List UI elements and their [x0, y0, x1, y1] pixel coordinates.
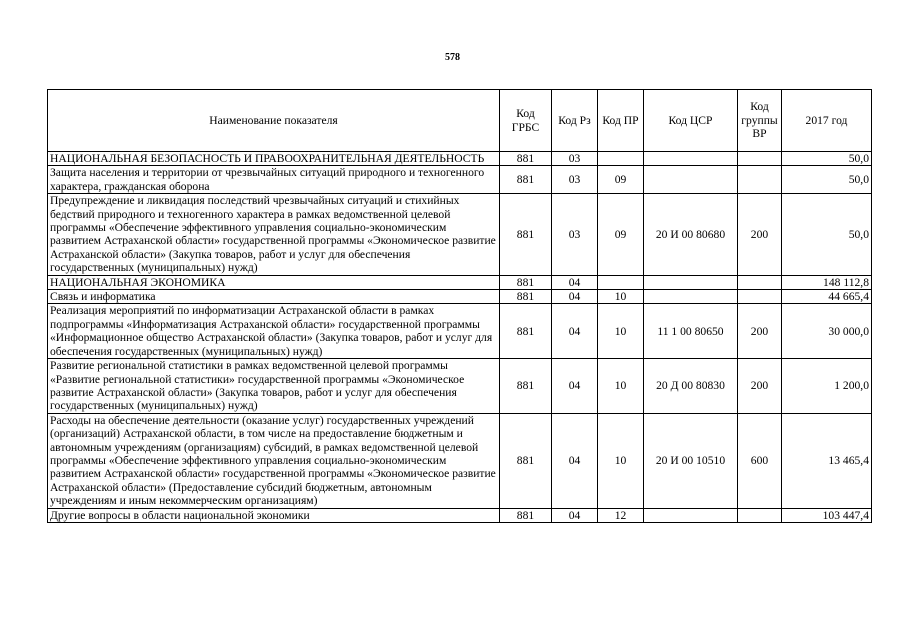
budget-table — [47, 89, 872, 523]
cell-vr: 200 — [738, 359, 782, 414]
cell-rz: 04 — [552, 413, 598, 508]
table-row — [48, 166, 872, 194]
header-year: 2017 год — [782, 90, 872, 152]
cell-grbs: 881 — [500, 304, 552, 359]
cell-pr: 10 — [598, 290, 644, 304]
cell-name: Связь и информатика — [48, 290, 500, 304]
header-csr: Код ЦСР — [644, 90, 738, 152]
cell-rz: 03 — [552, 152, 598, 166]
cell-name: Другие вопросы в области национальной экономики — [48, 508, 500, 522]
table-body — [48, 152, 872, 523]
cell-name: Реализация мероприятий по информатизации Астраханской области в рамках подпрограммы «Информатизация Астраханской области» государственной программы «Информационное общество Астраханской области» (Закупка товаров, работ и услуг для обеспечения государственных (муниципальных) нужд) — [48, 304, 500, 359]
cell-pr: 10 — [598, 413, 644, 508]
cell-grbs: 881 — [500, 413, 552, 508]
cell-amount: 30 000,0 — [782, 304, 872, 359]
header-grbs: Код ГРБС — [500, 90, 552, 152]
cell-vr: 200 — [738, 194, 782, 275]
table-row — [48, 275, 872, 289]
cell-grbs: 881 — [500, 275, 552, 289]
cell-csr — [644, 152, 738, 166]
cell-name: НАЦИОНАЛЬНАЯ ЭКОНОМИКА — [48, 275, 500, 289]
cell-amount: 50,0 — [782, 194, 872, 275]
cell-rz: 03 — [552, 194, 598, 275]
cell-rz: 04 — [552, 508, 598, 522]
cell-csr — [644, 508, 738, 522]
cell-rz: 04 — [552, 275, 598, 289]
cell-csr: 20 Д 00 80830 — [644, 359, 738, 414]
table-row — [48, 194, 872, 275]
cell-pr — [598, 152, 644, 166]
cell-amount: 50,0 — [782, 152, 872, 166]
table-row — [48, 413, 872, 508]
cell-rz: 04 — [552, 304, 598, 359]
table-row — [48, 508, 872, 522]
page-number: 578 — [445, 52, 460, 63]
cell-vr: 600 — [738, 413, 782, 508]
cell-name: Развитие региональной статистики в рамках ведомственной целевой программы «Развитие региональной статистики» государственной программы «Экономическое развитие Астраханской области» (Закупка товаров, работ и услуг для обеспечения государственных (муниципальных) нужд) — [48, 359, 500, 414]
cell-grbs: 881 — [500, 152, 552, 166]
table-row — [48, 152, 872, 166]
cell-name: Расходы на обеспечение деятельности (оказание услуг) государственных учреждений (организаций) Астраханской области, в том числе на предоставление бюджетным и автономным учреждениям (организациям) субсидий, в рамках ведомственной целевой программы «Обеспечение эффективного управления социально-экономическим развитием Астраханской области» государственной программы «Экономическое развитие Астраханской области» (Предоставление субсидий бюджетным, автономным учреждениям и иным некоммерческим организациям) — [48, 413, 500, 508]
cell-vr — [738, 152, 782, 166]
cell-amount: 148 112,8 — [782, 275, 872, 289]
cell-pr: 12 — [598, 508, 644, 522]
table-row — [48, 359, 872, 414]
cell-grbs: 881 — [500, 290, 552, 304]
cell-csr — [644, 166, 738, 194]
cell-rz: 04 — [552, 290, 598, 304]
cell-amount: 1 200,0 — [782, 359, 872, 414]
cell-name: Предупреждение и ликвидация последствий чрезвычайных ситуаций и стихийных бедствий природного и техногенного характера в рамках ведомственной целевой программы «Обеспечение эффективного управления социально-экономическим развитием Астраханской области» государственной программы «Экономическое развитие Астраханской области» (Закупка товаров, работ и услуг для обеспечения государственных (муниципальных) нужд) — [48, 194, 500, 275]
cell-csr — [644, 290, 738, 304]
cell-pr: 09 — [598, 194, 644, 275]
cell-amount: 103 447,4 — [782, 508, 872, 522]
cell-pr: 10 — [598, 304, 644, 359]
cell-pr: 10 — [598, 359, 644, 414]
cell-csr — [644, 275, 738, 289]
table-row — [48, 304, 872, 359]
cell-name: НАЦИОНАЛЬНАЯ БЕЗОПАСНОСТЬ И ПРАВООХРАНИТЕЛЬНАЯ ДЕЯТЕЛЬНОСТЬ — [48, 152, 500, 166]
cell-vr — [738, 166, 782, 194]
cell-vr — [738, 275, 782, 289]
cell-rz: 04 — [552, 359, 598, 414]
cell-grbs: 881 — [500, 194, 552, 275]
table-row — [48, 290, 872, 304]
cell-vr — [738, 508, 782, 522]
table-header-row — [48, 90, 872, 152]
cell-csr: 11 1 00 80650 — [644, 304, 738, 359]
cell-grbs: 881 — [500, 166, 552, 194]
cell-grbs: 881 — [500, 508, 552, 522]
cell-rz: 03 — [552, 166, 598, 194]
cell-vr: 200 — [738, 304, 782, 359]
cell-pr: 09 — [598, 166, 644, 194]
header-name: Наименование показателя — [48, 90, 500, 152]
cell-amount: 44 665,4 — [782, 290, 872, 304]
cell-pr — [598, 275, 644, 289]
cell-name: Защита населения и территории от чрезвычайных ситуаций природного и техногенного характера, гражданская оборона — [48, 166, 500, 194]
cell-amount: 50,0 — [782, 166, 872, 194]
cell-csr: 20 И 00 10510 — [644, 413, 738, 508]
cell-amount: 13 465,4 — [782, 413, 872, 508]
cell-csr: 20 И 00 80680 — [644, 194, 738, 275]
cell-vr — [738, 290, 782, 304]
header-vr: Код группы ВР — [738, 90, 782, 152]
header-pr: Код ПР — [598, 90, 644, 152]
header-rz: Код Рз — [552, 90, 598, 152]
cell-grbs: 881 — [500, 359, 552, 414]
